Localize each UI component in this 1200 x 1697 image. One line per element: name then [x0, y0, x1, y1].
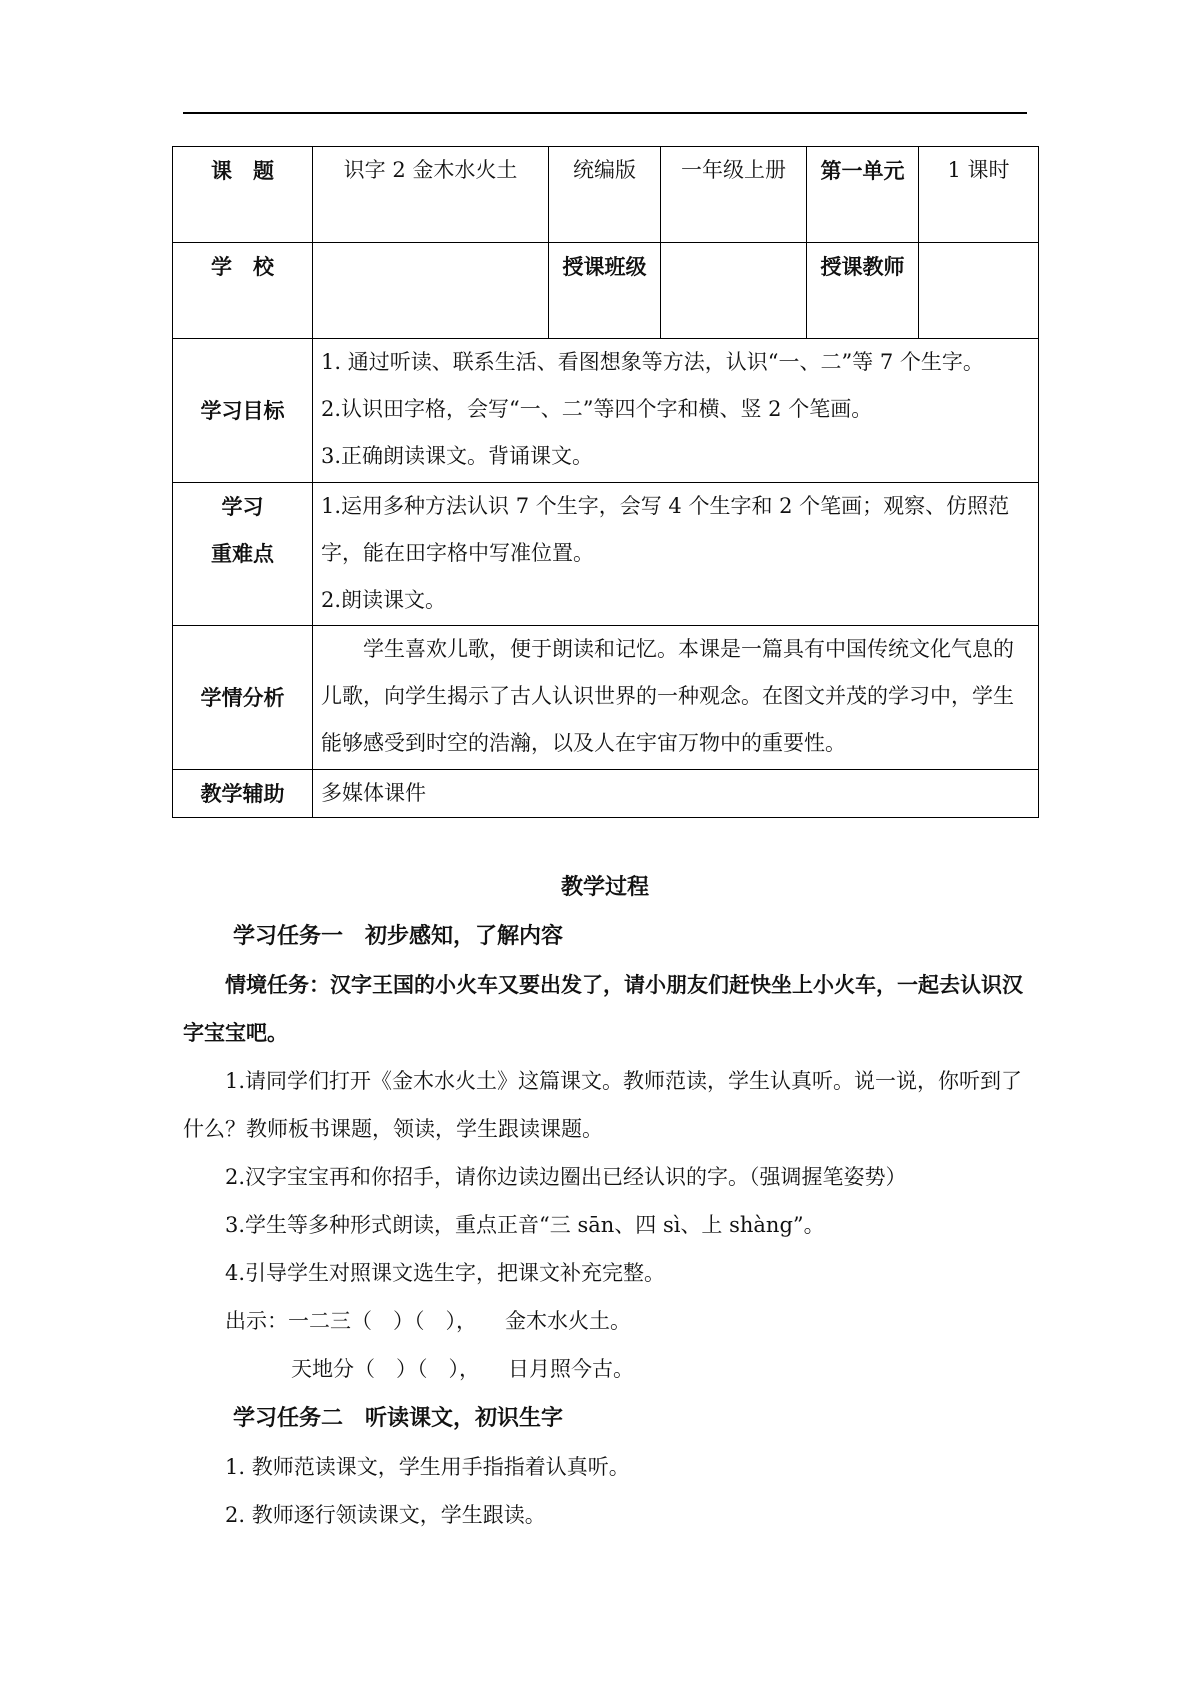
analysis-text: 学生喜欢儿歌，便于朗读和记忆。本课是一篇具有中国传统文化气息的儿歌，向学生揭示了古人认识世界的一种观念。在图文并茂的学习中，学生能够感受到时空的浩瀚，以及人在宇宙万物中的重要性。 [321, 637, 1014, 755]
key-points-label [173, 483, 313, 626]
aids-label: 教学辅助 [173, 770, 313, 818]
key-point-item: 2.朗读课文。 [321, 588, 447, 612]
show-line-1-a: 出示：一二三（ ）（ ）， [225, 1309, 477, 1333]
table-row-key-points [173, 483, 1039, 626]
task1-step: 3.学生等多种形式朗读，重点正音“三 sān、四 sì、上 shàng”。 [225, 1213, 825, 1237]
lesson-title: 识字 2 金木水火土 [313, 147, 549, 243]
goal-item: 1. 通过听读、联系生活、看图想象等方法，认识“一、二”等 7 个生字。 [321, 350, 984, 374]
key-points-label-line2: 重难点 [211, 541, 274, 566]
key-point-item: 1.运用多种方法认识 7 个生字，会写 4 个生字和 2 个笔画；观察、仿照范字，能在田字格中写准位置。 [321, 494, 1010, 565]
table-row-aids [173, 770, 1039, 818]
lesson-info-table [172, 146, 1039, 818]
analysis-content [313, 626, 1039, 770]
teacher-value [919, 243, 1039, 339]
task2-step: 2. 教师逐行领读课文，学生跟读。 [225, 1503, 546, 1527]
show-line-2-a: 天地分（ ）（ ）， [291, 1357, 480, 1381]
key-points-content [313, 483, 1039, 626]
table-row-goals [173, 339, 1039, 483]
show-line-2-b: 日月照今古。 [508, 1357, 634, 1381]
topic-label: 课 题 [173, 147, 313, 243]
table-row-analysis [173, 626, 1039, 770]
show-line-2 [183, 1345, 1027, 1393]
goal-item: 2.认识田字格，会写“一、二”等四个字和横、竖 2 个笔画。 [321, 397, 873, 421]
task1-scene: 情境任务：汉字王国的小火车又要出发了，请小朋友们赶快坐上小火车，一起去认识汉字宝宝吧。 [183, 972, 1023, 1045]
class-hours: 1 课时 [919, 147, 1039, 243]
goals-content [313, 339, 1039, 483]
key-points-label-line1: 学习 [221, 494, 264, 519]
task2-step: 1. 教师范读课文，学生用手指指着认真听。 [225, 1455, 630, 1479]
grade: 一年级上册 [661, 147, 807, 243]
show-line-1 [183, 1297, 1027, 1345]
aids-content: 多媒体课件 [313, 770, 1039, 818]
teacher-label: 授课教师 [807, 243, 919, 339]
school-value [313, 243, 549, 339]
goals-label: 学习目标 [173, 339, 313, 483]
teaching-process [183, 863, 1027, 1539]
table-row-school [173, 243, 1039, 339]
analysis-label: 学情分析 [173, 626, 313, 770]
school-label: 学 校 [173, 243, 313, 339]
goal-item: 3.正确朗读课文。背诵课文。 [321, 444, 594, 468]
header-rule [183, 112, 1027, 114]
show-line-1-b: 金木水火土。 [505, 1309, 631, 1333]
task2-heading: 学习任务二 听读课文，初识生字 [233, 1405, 564, 1431]
unit: 第一单元 [807, 147, 919, 243]
process-title: 教学过程 [560, 874, 649, 900]
table-row-topic [173, 147, 1039, 243]
class-label: 授课班级 [549, 243, 661, 339]
task1-step: 2.汉字宝宝再和你招手，请你边读边圈出已经认识的字。（强调握笔姿势） [225, 1165, 907, 1189]
task1-step: 1.请同学们打开《金木水火土》这篇课文。教师范读，学生认真听。说一说，你听到了什么？教师板书课题，领读，学生跟读课题。 [183, 1069, 1023, 1141]
class-value [661, 243, 807, 339]
task1-step: 4.引导学生对照课文选生字，把课文补充完整。 [225, 1261, 666, 1285]
task1-heading: 学习任务一 初步感知，了解内容 [233, 923, 564, 949]
edition: 统编版 [549, 147, 661, 243]
